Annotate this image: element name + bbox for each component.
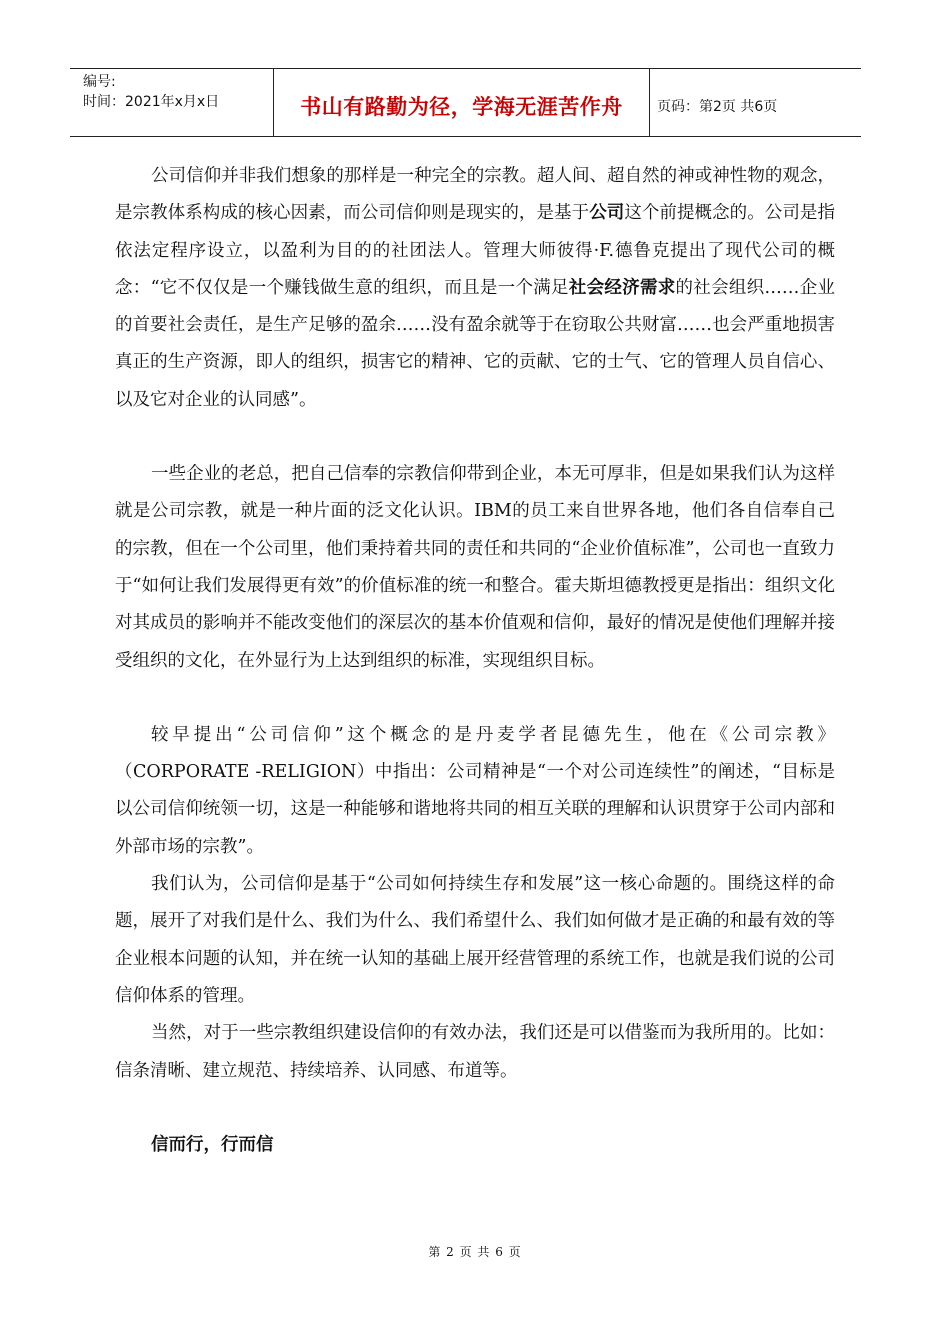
- document-number-label: 编号:: [83, 74, 116, 90]
- header-page-code: 页码：第2页 共6页: [657, 99, 778, 115]
- page-footer: 第 2 页 共 6 页: [428, 1245, 522, 1259]
- paragraph-1-text-a: 公司信仰并非我们想象的那样是一种完全的宗教。超人间、超自然的神或神性物的观念，是宗教体系构成的核心因素，而公司信仰则是现实的，是基于: [115, 166, 835, 224]
- section-heading: 信而行，行而信: [151, 1134, 274, 1155]
- document-time-label: 时间：2021年x月x日: [83, 94, 220, 110]
- header-page-cell: [649, 69, 861, 136]
- header-motto-cell: [273, 69, 650, 136]
- page-header: [70, 68, 861, 137]
- document-body: [115, 158, 835, 1164]
- bold-term-social-economic-needs: 社会经济需求: [568, 277, 676, 298]
- header-meta-cell: [70, 69, 272, 136]
- paragraph-1: [115, 158, 835, 419]
- bold-term-company: 公司: [589, 203, 625, 224]
- paragraph-1-text-d: 的社会组织……企业的首要社会责任，是生产足够的盈余……没有盈余就等于在窃取公共财富……也会严重地损害真正的生产资源，即人的组织，损害它的精神、它的贡献、它的士气、它的管理人员自信心、以及它对企业的认同感”。: [115, 277, 835, 410]
- paragraph-4: 我们认为，公司信仰是基于“公司如何持续生存和发展”这一核心命题的。围绕这样的命题，展开了对我们是什么、我们为什么、我们希望什么、我们如何做才是正确的和最有效的等企业根本问题的认知，并在统一认知的基础上展开经营管理的系统工作，也就是我们说的公司信仰体系的管理。: [115, 874, 835, 1006]
- header-motto: 书山有路勤为径，学海无涯苦作舟: [300, 95, 623, 119]
- paragraph-3: 较早提出“公司信仰”这个概念的是丹麦学者昆德先生，他在《公司宗教》（CORPORATE -RELIGION）中指出：公司精神是“一个对公司连续性”的阐述，“目标是以公司信仰统领一切，这是一种能够和谐地将共同的相互关联的理解和认识贯穿于公司内部和外部市场的宗教”。: [115, 724, 835, 857]
- paragraph-2: 一些企业的老总，把自己信奉的宗教信仰带到企业，本无可厚非，但是如果我们认为这样就是公司宗教，就是一种片面的泛文化认识。IBM的员工来自世界各地，他们各自信奉自己的宗教，但在一个公司里，他们秉持着共同的责任和共同的“企业价值标准”，公司也一直致力于“如何让我们发展得更有效”的价值标准的统一和整合。霍夫斯坦德教授更是指出：组织文化对其成员的影响并不能改变他们的深层次的基本价值观和信仰，最好的情况是使他们理解并接受组织的文化，在外显行为上达到组织的标准，实现组织目标。: [115, 464, 835, 671]
- paragraph-5: 当然，对于一些宗教组织建设信仰的有效办法，我们还是可以借鉴而为我所用的。比如：信条清晰、建立规范、持续培养、认同感、布道等。: [115, 1023, 835, 1081]
- paragraph-1-text-c: 这个前提概念的。公司是指依法定程序设立，以盈利为目的的社团法人。管理大师彼得·F.德鲁克提出了现代公司的概念：“它不仅仅是一个赚钱做生意的组织，而且是一个满足: [115, 203, 835, 298]
